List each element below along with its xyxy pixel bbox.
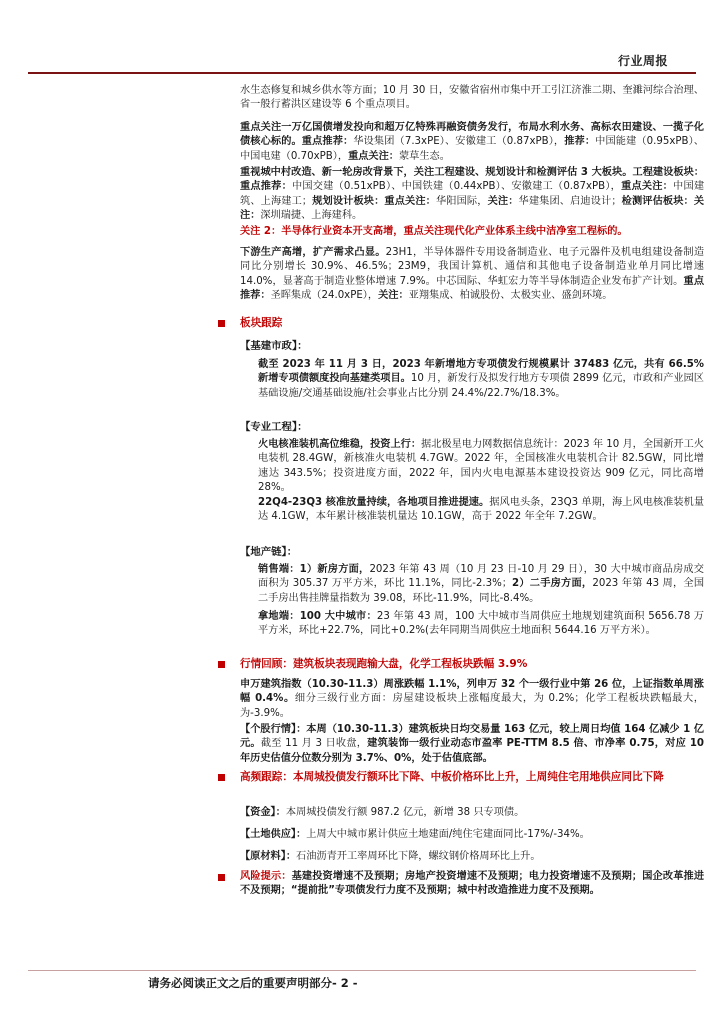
intro-paragraph-2: 重点关注一万亿国债增发投向和超万亿特殊再融资债务发行，布局水利水务、高标农田建设、一揽子化债核心标的。重点推荐：华设集团（7.3xPE）、安徽建工（0.87xPB），推荐：中国能建（0.95xPB）、中国电建（0.70xPB），重点关注：蒙草生态。 <box>240 122 704 162</box>
section-bullet <box>218 874 225 881</box>
infra-paragraph: 截至 2023 年 11 月 3 日，2023 年新增地方专项债发行规模累计 37483 亿元，共有 66.5%新增专项债额度投向基建类项目。10 月，新发行及拟发行地方专项债 2899 亿元，市政和产业园区基础设施/交通基础设施/社会事业占比分别 24.4%/22.7%/18.3%。 <box>258 359 704 399</box>
header-title: 行业周报 <box>617 54 668 68</box>
footer-rule <box>28 970 696 971</box>
hf-land: 【土地供应】：上周大中城市累计供应土地建面/纯住宅建面同比-17%/-34%。 <box>240 829 590 840</box>
market-paragraph-2: 【个股行情】：本周（10.30-11.3）建筑板块日均交易量 163 亿元，较上周日均值 164 亿减少 1 亿元。截至 11 月 3 日收盘，建筑装饰一级行业动态市盈率 PE-TTM 8.5 倍、市净率 0.75，对应 10 年历史估值分位数分别为 3.7%、0%，处于估值底部。 <box>240 724 704 764</box>
risk-paragraph: 风险提示：基建投资增速不及预期；房地产投资增速不及预期；电力投资增速不及预期；国企改革推进不及预期；“提前批”专项债发行力度不及预期；城中村改造推进力度不及预期。 <box>240 871 705 897</box>
intro-paragraph-1: 水生态修复和城乡供水等方面；10 月 30 日，安徽省宿州市集中开工引江济淮二期、奎濉河综合治理、省一般行蓄洪区建设等 6 个重点项目。 <box>240 85 704 111</box>
hf-materials: 【原材料】：石油沥青开工率周环比下降，螺纹钢价格周环比上升。 <box>240 851 541 862</box>
section-bullet <box>218 774 225 781</box>
market-paragraph-1: 申万建筑指数（10.30-11.3）周涨跌幅 1.1%，列申万 32 个一级行业中第 26 位，上证指数单周涨幅 0.4%。细分三级行业方面：房屋建设板块上涨幅度最大，为 0.2%；化学工程板块跌幅最大，为-3.9%。 <box>240 679 704 719</box>
section-bullet <box>218 661 225 668</box>
intro-paragraph-3: 重视城中村改造、新一轮房改背景下，关注工程建设、规划设计和检测评估 3 大板块。工程建设板块：重点推荐：中国交建（0.51xPB）、中国铁建（0.44xPB）、安徽建工（0.87xPB），重点关注：中国建筑、上海建工；规划设计板块：重点关注：华阳国际，关注：华建集团、启迪设计；检测评估板块：关注：深圳瑞捷、上海建科。 <box>240 167 705 221</box>
footer-disclaimer: 请务必阅读正文之后的重要声明部分- 2 - <box>148 976 358 990</box>
re-paragraph-1: 销售端：1）新房方面，2023 年第 43 周（10 月 23 日-10 月 29 日），30 大中城市商品房成交面积为 305.37 万平方米，环比 11.1%，同比-2.3%；2）二手房方面，2023 年第 43 周，全国二手房出售挂牌量指数为 39.08，环比-11.9%，同比-8.4%。 <box>258 564 705 604</box>
intro-paragraph-5: 下游生产高增，扩产需求凸显。23H1，半导体器件专用设备制造业、电子元器件及机电组建设备制造同比分别增长 30.9%、46.5%；23M9，我国计算机、通信和其他电子设备制造业单月同比增速 14.0%，显著高于制造业整体增速 7.9%。中芯国际、华虹宏力等半导体制造企业发布扩产计划。重点推荐：圣晖集成（24.0xPE），关注：亚翔集成、柏诚股份、太极实业、盛剑环境。 <box>240 247 705 301</box>
eng-paragraph-1: 火电核准装机高位维稳，投资上行：据北极星电力网数据信息统计：2023 年 10 月，全国新开工火电装机 28.4GW，新核准火电装机 4.7GW。2022 年，全国核准火电装机合计 82.5GW，同比增速达 343.5%；投资进度方面，2022 年，国内火电电源基本建设投资达 909 亿元，同比高增 28%。 <box>258 439 704 493</box>
header-rule <box>28 72 696 74</box>
section-heading-hf: 高频跟踪：本周城投债发行额环比下降、中板价格环比上升，上周纯住宅用地供应同比下降 <box>240 771 664 783</box>
hf-fund: 【资金】：本周城投债发行额 987.2 亿元，新增 38 只专项债。 <box>240 807 525 818</box>
eng-tag: 【专业工程】： <box>240 421 308 433</box>
section-heading-tracking: 板块跟踪 <box>240 317 283 329</box>
section-bullet <box>218 320 225 327</box>
focus-2-heading: 关注 2：半导体行业资本开支高增，重点关注现代化产业体系主线中洁净室工程标的。 <box>240 226 628 237</box>
re-tag: 【地产链】： <box>240 546 298 558</box>
section-heading-market: 行情回顾：建筑板块表现跑输大盘，化学工程板块跌幅 3.9% <box>240 658 528 670</box>
re-paragraph-2: 拿地端：100 大中城市：23 年第 43 周，100 大中城市当周供应土地规划建筑面积 5656.78 万平方米，环比+22.7%，同比+0.2%(去年同期当周供应土地面积 5644.16 万平方米）。 <box>258 611 704 637</box>
eng-paragraph-2: 22Q4-23Q3 核准放量持续，各地项目推进提速。据风电头条，23Q3 单期，海上风电核准装机量达 4.1GW，本年累计核准装机量达 10.1GW，高于 2022 年全年 7.2GW。 <box>258 497 705 523</box>
infra-tag: 【基建市政】： <box>240 340 308 352</box>
